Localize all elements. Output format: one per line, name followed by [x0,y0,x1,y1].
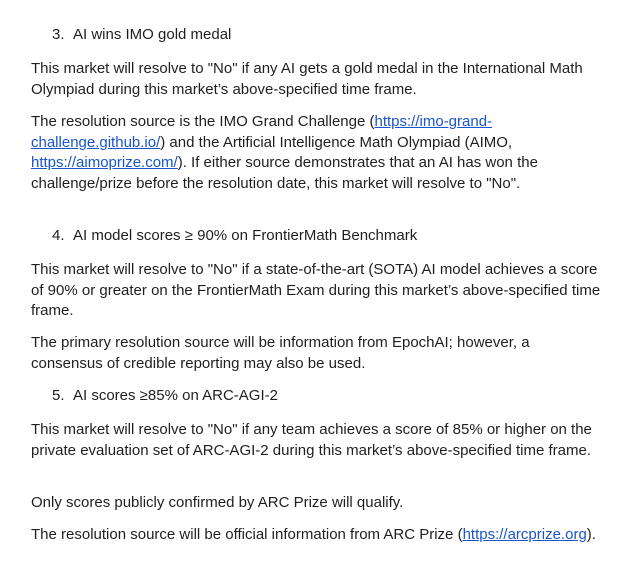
paragraph-frontiermath-resolve: This market will resolve to "No" if a state-of-the-art (SOTA) AI model achieves a score of 90% or greater on the FrontierMath Exam during this market’s above-specified time frame. [31,261,601,319]
text-segment: ) and the Artificial Intelligence Math Olympiad (AIMO, [160,133,513,151]
paragraph-arc-confirmed: Only scores publicly confirmed by ARC Prize will qualify. [31,494,404,511]
heading-title: AI wins IMO gold medal [73,26,232,43]
paragraph-arc-resolve: This market will resolve to "No" if any team achieves a score of 85% or higher on the private evaluation set of ARC-AGI-2 during this market’s above-specified time frame. [31,421,592,459]
heading-arc-agi [52,386,278,407]
paragraph-arc-source [31,525,601,546]
link-aimo-prize[interactable]: https://aimoprize.com/ [31,154,178,171]
text-segment: ). [586,526,596,543]
paragraph-imo-resolve: This market will resolve to "No" if any AI gets a gold medal in the International Math Olympiad during this market’s above-specified time frame. [31,60,583,98]
heading-imo-gold [52,25,231,46]
heading-title: AI model scores ≥ 90% on FrontierMath Benchmark [73,227,418,244]
list-number: 5. [52,387,65,404]
list-number: 3. [52,26,65,43]
heading-frontiermath [52,226,417,247]
text-segment: The resolution source is the IMO Grand Challenge ( [31,113,375,130]
text-segment: ). If either source demonstrates that an AI has won the challenge/prize before the resolution date, this market will resolve to "No". [31,154,538,192]
text-segment: The resolution source will be official information from ARC Prize ( [31,526,463,543]
link-imo-grand-challenge[interactable]: https://imo-grand-challenge.github.io/ [31,113,493,151]
heading-title: AI scores ≥85% on ARC-AGI-2 [73,387,278,404]
paragraph-imo-source [31,112,601,194]
link-arcprize[interactable]: https://arcprize.org [462,526,587,543]
paragraph-frontiermath-source: The primary resolution source will be information from EpochAI; however, a consensus of credible reporting may also be used. [31,334,530,372]
list-number: 4. [52,227,65,244]
